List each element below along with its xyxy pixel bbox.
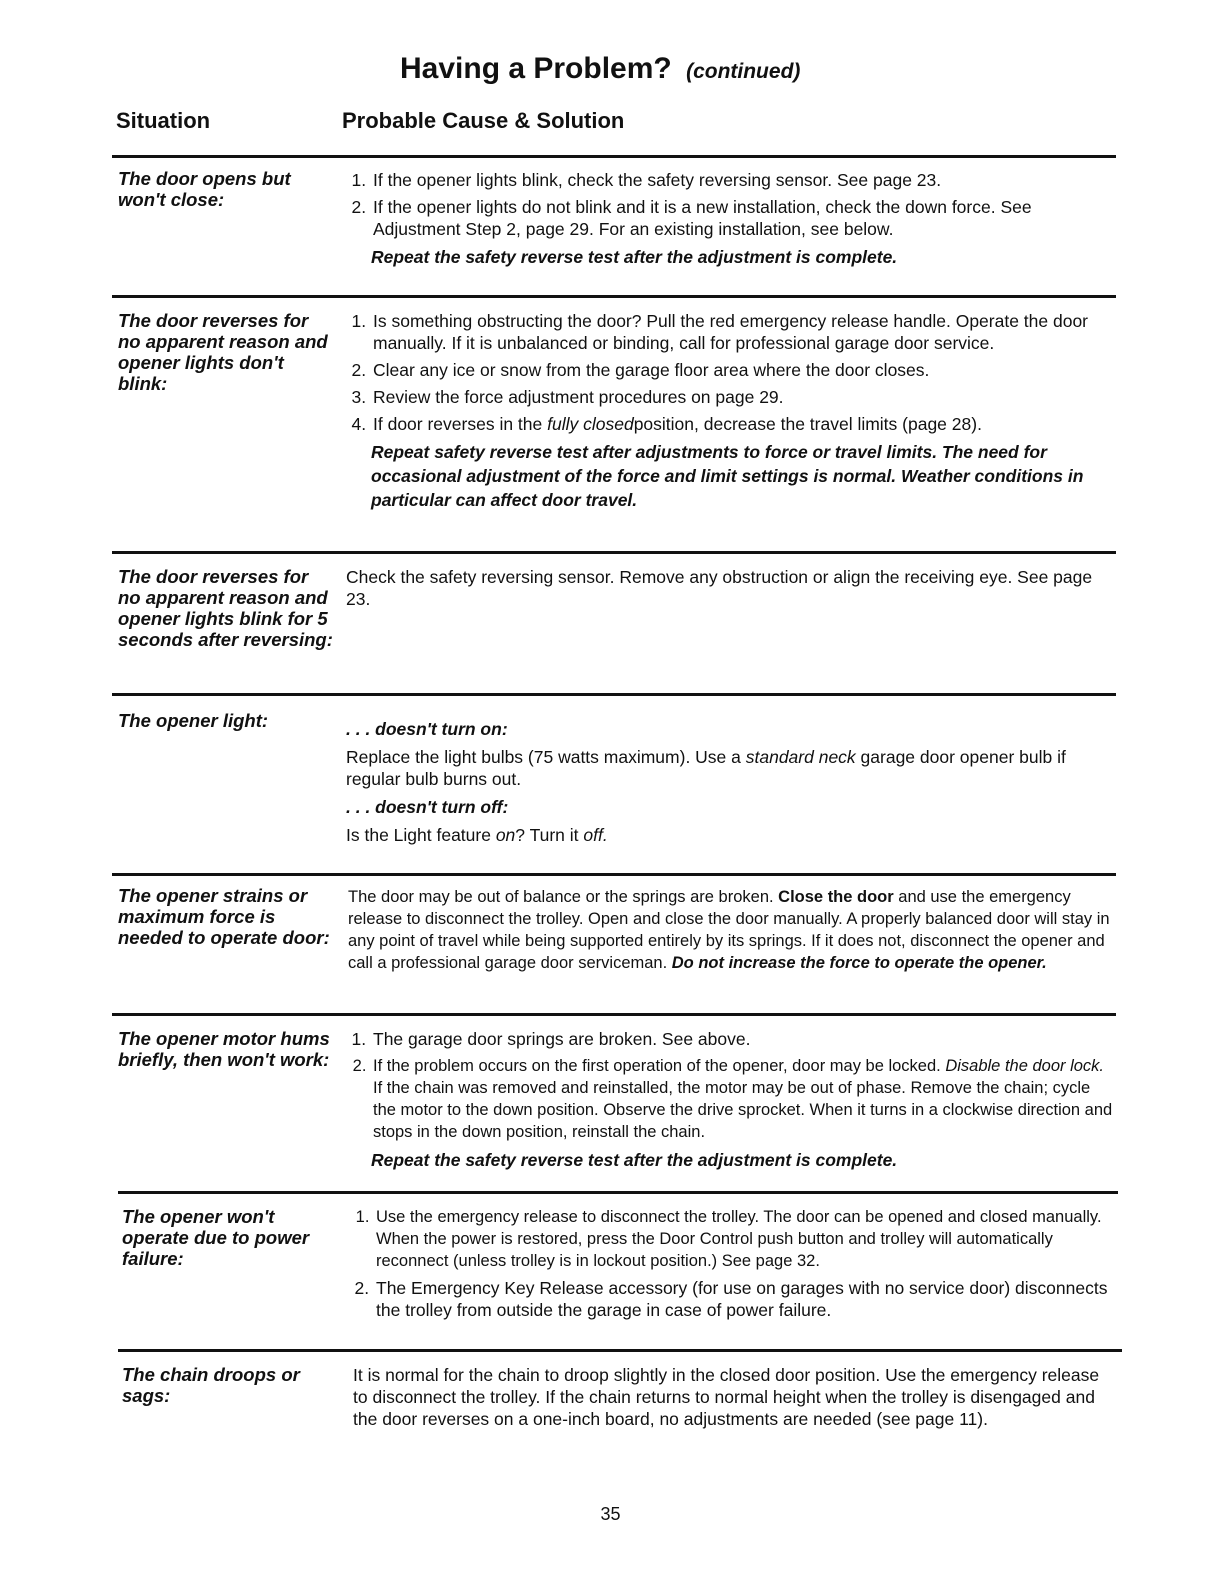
solution-text-part: ? Turn it <box>515 825 584 845</box>
situation-label: The chain droops or sags: <box>122 1364 300 1406</box>
emphasis-text: Disable the door lock. <box>945 1057 1104 1075</box>
list-item <box>371 413 1116 435</box>
list-item <box>371 1055 1116 1143</box>
situation-label: The opener motor hums briefly, then won't work: <box>118 1028 330 1070</box>
situation-label: The door reverses for no apparent reason and opener lights blink for 5 seconds after reversing: <box>118 566 333 650</box>
row-divider <box>112 155 1116 158</box>
warning-text: Do not increase the force to operate the opener. <box>671 954 1047 972</box>
emphasis-text: off. <box>583 825 608 845</box>
row-divider <box>118 1191 1118 1194</box>
cause-solution <box>348 886 1118 980</box>
list-item: 1. Is something obstructing the door? Pull the red emergency release handle. Operate the door manually. If it is unbalanced or binding, call for professional garage door service. <box>371 310 1116 354</box>
safety-note: Repeat the safety reverse test after the adjustment is complete. <box>371 247 898 267</box>
list-item: 1. If the opener lights blink, check the safety reversing sensor. See page 23. <box>371 169 1116 191</box>
safety-note: Repeat safety reverse test after adjustments to force or travel limits. The need for occasional adjustment of the force and limit settings is normal. Weather conditions in particular can affect door travel. <box>371 442 1084 510</box>
cause-solution <box>341 310 1116 512</box>
solution-text-part: garage door opener bulb if regular bulb burns out. <box>346 747 1066 789</box>
row-divider <box>112 551 1116 554</box>
solution-text <box>348 886 1118 974</box>
sub-heading: . . . doesn't turn off: <box>346 797 509 817</box>
solution-text <box>346 824 1121 846</box>
list-item-text: position, decrease the travel limits (page 28). <box>633 414 982 434</box>
row-divider <box>112 873 1116 876</box>
list-item: 1. Use the emergency release to disconnect the trolley. The door can be opened and closed manually. When the power is restored, press the Door Control push button and trolley will automatically reconnect (unless trolley is in lockout position.) See page 32. <box>374 1206 1119 1272</box>
list-item: 2. Clear any ice or snow from the garage floor area where the door closes. <box>371 359 1116 381</box>
row-divider <box>118 1349 1122 1352</box>
situation-label: The opener light: <box>118 710 269 731</box>
solution-text: It is normal for the chain to droop slightly in the closed door position. Use the emergency release to disconnect the trolley. If the chain returns to normal height when the trolley is disengaged and the door reverses on a one-inch board, no adjustments are needed (see page 11). <box>353 1365 1100 1429</box>
page-number: 35 <box>600 1504 621 1524</box>
cause-solution <box>341 169 1116 269</box>
solution-text-part: Replace the light bulbs (75 watts maximum). Use a <box>346 747 746 767</box>
cause-solution <box>346 712 1121 852</box>
list-item-text: If the problem occurs on the first operation of the opener, door may be locked. <box>373 1057 946 1075</box>
row-divider <box>112 295 1116 298</box>
solution-text <box>346 746 1121 790</box>
solution-text-part: and use the emergency release to disconnect the trolley. Open and close the door manually. A properly balanced door will stay in any point of travel while being supported entirely by its springs. If it does not, disconnect the opener and call a professional garage door serviceman. <box>348 888 1110 972</box>
page-subtitle: (continued) <box>686 60 801 83</box>
list-item: 1. The garage door springs are broken. See above. <box>371 1028 1116 1050</box>
row-divider <box>112 1013 1116 1016</box>
situation-label: The door opens but won't close: <box>118 168 291 210</box>
cause-solution <box>341 1028 1116 1172</box>
solution-text-part: The door may be out of balance or the springs are broken. <box>348 888 779 906</box>
column-header-cause: Probable Cause & Solution <box>342 108 625 133</box>
solution-text: Check the safety reversing sensor. Remove any obstruction or align the receiving eye. See page 23. <box>346 567 1093 609</box>
list-item-text: If door reverses in the <box>373 414 548 434</box>
list-item: 3. Review the force adjustment procedures on page 29. <box>371 386 1116 408</box>
page-title-text: Having a Problem? <box>400 52 672 85</box>
sub-heading: . . . doesn't turn on: <box>346 719 508 739</box>
page-title <box>400 52 1100 86</box>
cause-solution <box>344 1206 1119 1326</box>
bold-text: Close the door <box>778 888 894 906</box>
situation-label: The opener strains or maximum force is needed to operate door: <box>118 885 330 948</box>
solution-text-part: Is the Light feature <box>346 825 496 845</box>
situation-label: The opener won't operate due to power failure: <box>122 1206 310 1269</box>
row-divider <box>112 693 1116 696</box>
list-item: 2. If the opener lights do not blink and it is a new installation, check the down force. See Adjustment Step 2, page 29. For an existing installation, see below. <box>371 196 1116 240</box>
list-item-text: If the chain was removed and reinstalled, the motor may be out of phase. Remove the chain; cycle the motor to the down position. Observe the drive sprocket. When it turns in a clockwise direction and stops in the down position, reinstall the chain. <box>373 1079 1113 1141</box>
situation-label: The door reverses for no apparent reason and opener lights don't blink: <box>118 310 328 394</box>
emphasis-text: on <box>495 825 516 845</box>
cause-solution <box>346 566 1121 616</box>
emphasis-text: fully closed <box>547 414 634 434</box>
emphasis-text: standard neck <box>745 747 856 767</box>
cause-solution <box>353 1364 1113 1436</box>
column-header-situation: Situation <box>116 108 211 133</box>
list-item: 2. The Emergency Key Release accessory (for use on garages with no service door) disconnects the trolley from outside the garage in case of power failure. <box>374 1277 1119 1321</box>
safety-note: Repeat the safety reverse test after the adjustment is complete. <box>371 1150 898 1170</box>
